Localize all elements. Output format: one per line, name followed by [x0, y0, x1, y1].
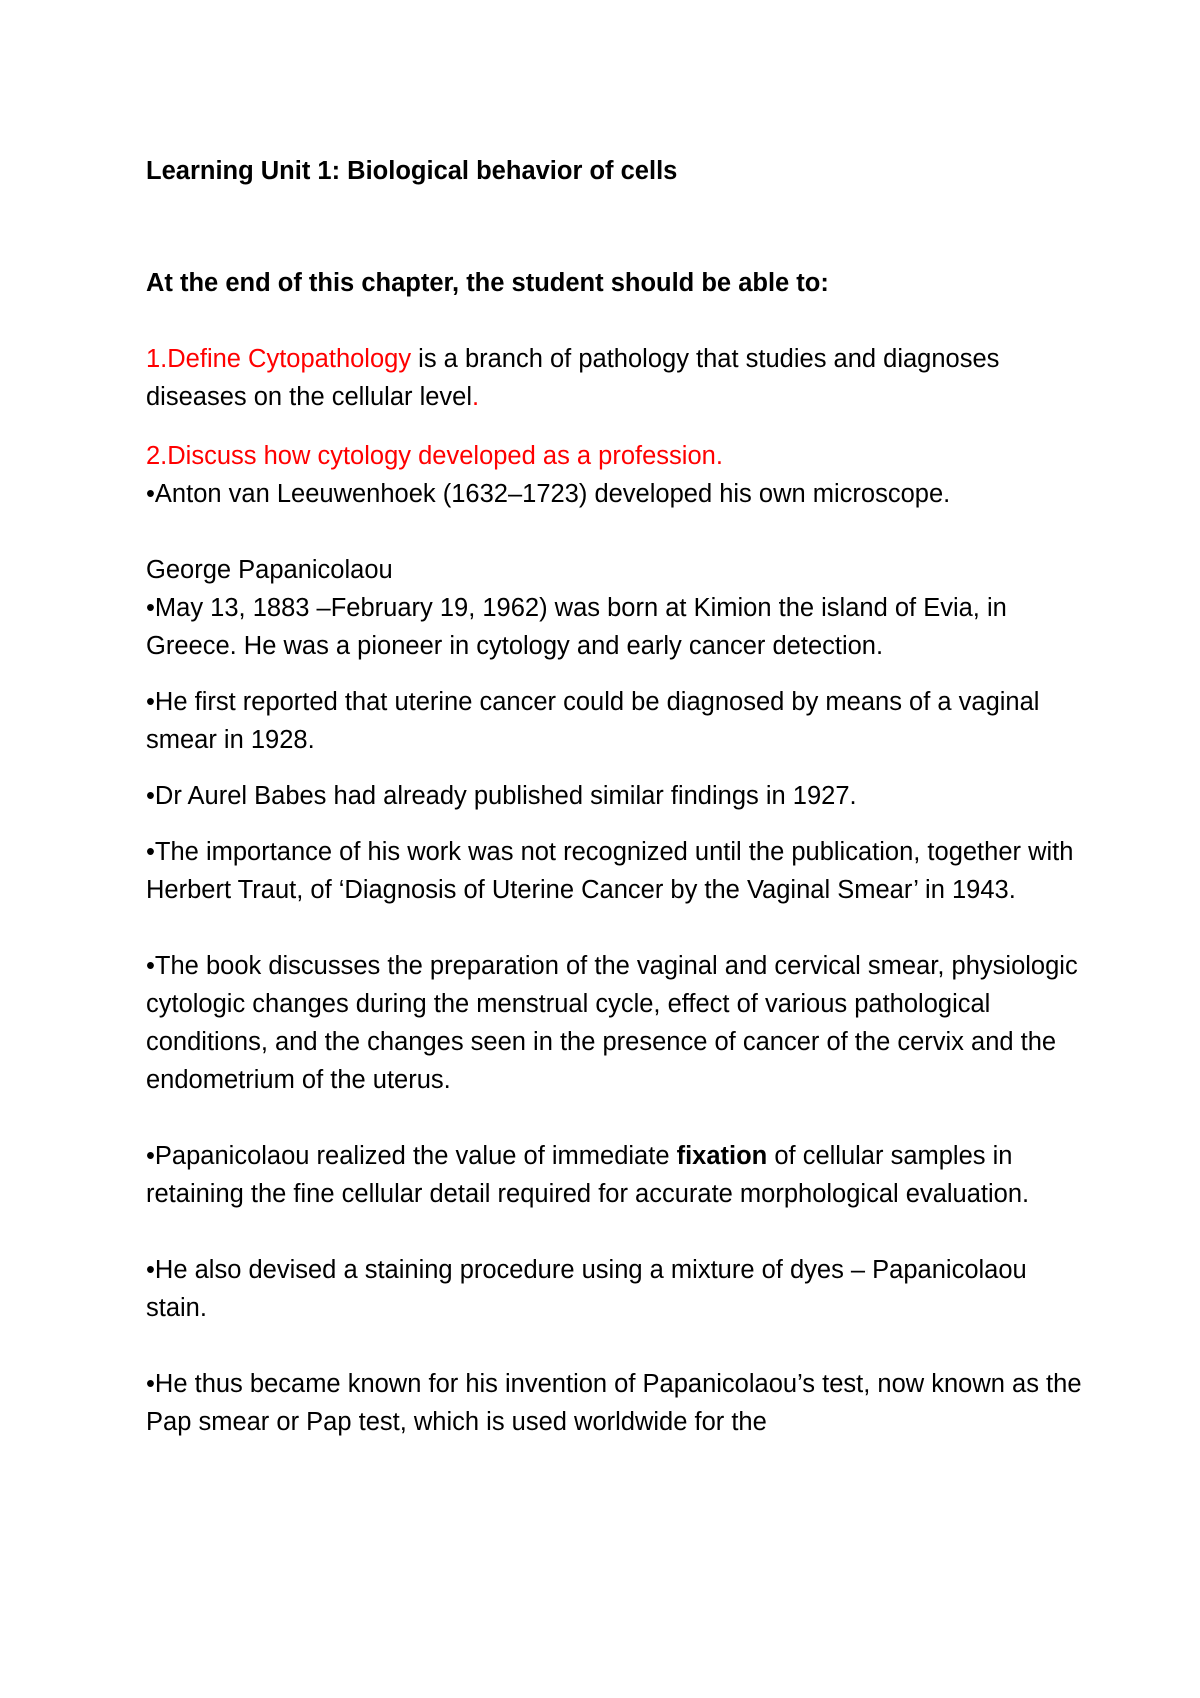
bullet-staining: •He also devised a staining procedure using a mixture of dyes – Papanicolaou stain. [146, 1256, 1027, 1322]
fixation-post: of cellular samples in retaining the fine cellular detail required for accurate morphological evaluation. [146, 1142, 1030, 1208]
objective-1-end: . [472, 383, 480, 411]
bullet-fixation [146, 1137, 1086, 1213]
objective-1-term: 1.Define Cytopathology [146, 345, 412, 373]
objective-2: 2.Discuss how cytology developed as a profession. [146, 442, 723, 470]
page-title: Learning Unit 1: Biological behavior of cells [146, 157, 678, 185]
bullet-importance: •The importance of his work was not recognized until the publication, together with Herbert Traut, of ‘Diagnosis of Uterine Cancer by the Vaginal Smear’ in 1943. [146, 838, 1074, 904]
bullet-book: •The book discusses the preparation of the vaginal and cervical smear, physiologic cytologic changes during the menstrual cycle, effect of various pathological conditions, and the changes seen in the presence of cancer of the cervix and the endometrium of the uterus. [146, 952, 1078, 1094]
bullet-first-reported: •He first reported that uterine cancer could be diagnosed by means of a vaginal smear in 1928. [146, 688, 1040, 754]
papanicolaou-heading: George Papanicolaou [146, 556, 393, 584]
objectives-intro: At the end of this chapter, the student should be able to: [146, 269, 829, 297]
document-body [146, 152, 1086, 1441]
objective-1-text: is a branch of pathology that studies and diagnoses diseases on the cellular level [146, 345, 1000, 411]
bullet-born: •May 13, 1883 –February 19, 1962) was born at Kimion the island of Evia, in Greece. He was a pioneer in cytology and early cancer detection. [146, 594, 1007, 660]
fixation-pre: •Papanicolaou realized the value of immediate [146, 1142, 677, 1170]
bullet-pap-test: •He thus became known for his invention of Papanicolaou’s test, now known as the Pap smear or Pap test, which is used worldwide for the [146, 1370, 1082, 1436]
objective-1 [146, 340, 1086, 416]
fixation-bold-term: fixation [676, 1142, 768, 1170]
leeuwenhoek-bullet: •Anton van Leeuwenhoek (1632–1723) developed his own microscope. [146, 480, 951, 508]
bullet-babes: •Dr Aurel Babes had already published similar findings in 1927. [146, 782, 857, 810]
